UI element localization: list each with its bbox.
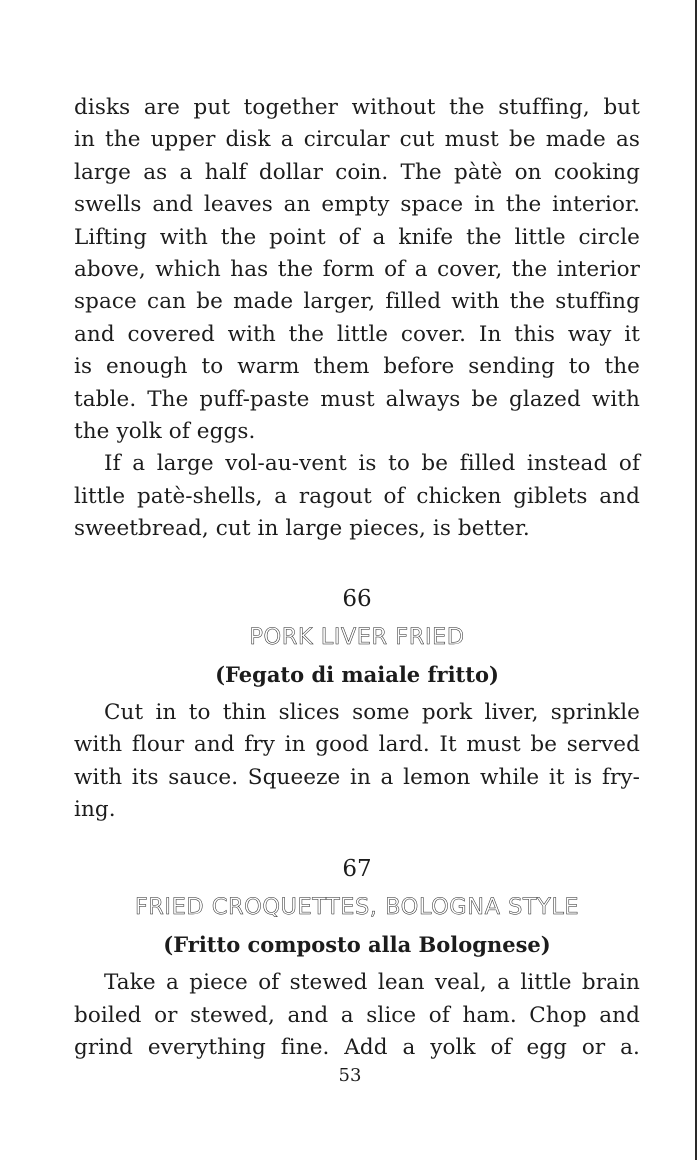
text-line: Lifting with the point of a knife the little circle — [74, 224, 640, 250]
recipe-title: FRIED CROQUETTES, BOLOGNA STYLE — [134, 894, 580, 921]
text-line: little patè-shells, a ragout of chicken giblets and — [74, 483, 640, 509]
text-line: If a large vol-au-vent is to be filled instead of — [104, 451, 640, 477]
text-line: in the upper disk a circular cut must be made as — [74, 127, 640, 153]
vol-au-vent-paragraph — [74, 448, 640, 545]
text-line: Cut in to thin slices some pork liver, sprinkle — [104, 699, 640, 725]
recipe-66-paragraph — [74, 697, 640, 827]
recipe-number: 66 — [342, 585, 372, 612]
text-line: grind everything fine. Add a yolk of egg or a. — [74, 1035, 640, 1061]
text-line: with flour and fry in good lard. It must be served — [74, 732, 640, 758]
text-line: sweetbread, cut in large pieces, is better. — [74, 516, 530, 542]
text-line: large as a half dollar coin. The pàtè on cooking — [74, 159, 640, 185]
text-line: the yolk of eggs. — [74, 419, 256, 445]
recipe-subtitle: (Fegato di maiale fritto) — [215, 661, 499, 687]
recipe-subtitle: (Fritto composto alla Bolognese) — [163, 932, 551, 958]
text-line: table. The puff-paste must always be glazed with — [74, 386, 640, 412]
recipe-title: PORK LIVER FRIED — [249, 623, 465, 650]
page-number: 53 — [338, 1065, 362, 1086]
text-line: is enough to warm them before sending to the — [74, 354, 640, 380]
text-line: swells and leaves an empty space in the interior. — [74, 192, 640, 218]
text-line: disks are put together without the stuffing, but — [74, 95, 640, 120]
text-line: space can be made larger, filled with the stuffing — [74, 289, 640, 315]
text-line: with its sauce. Squeeze in a lemon while it is fry- — [74, 764, 640, 790]
recipe-number: 67 — [342, 856, 372, 883]
text-line: above, which has the form of a cover, the interior — [74, 257, 640, 283]
text-line: Take a piece of stewed lean veal, a little brain — [104, 970, 640, 996]
continuation-paragraph — [74, 92, 640, 448]
page-edge — [695, 0, 697, 1160]
recipe-67-paragraph — [74, 967, 640, 1064]
text-line: and covered with the little cover. In this way it — [74, 321, 640, 347]
text-line: ing. — [74, 796, 116, 822]
text-line: boiled or stewed, and a slice of ham. Chop and — [74, 1002, 640, 1028]
page-content — [74, 92, 640, 1065]
